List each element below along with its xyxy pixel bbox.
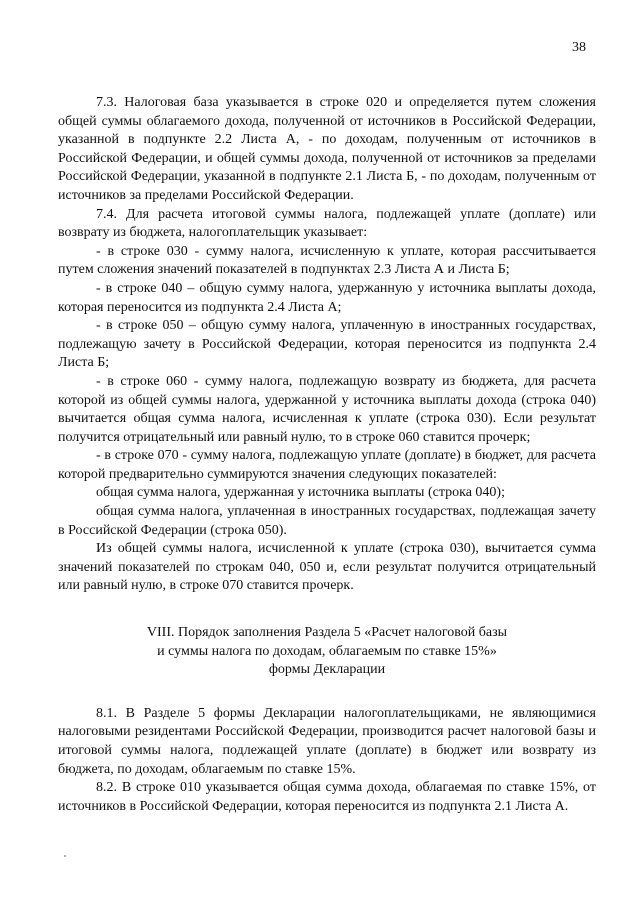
list-item-line-060: - в строке 060 - сумму налога, подлежащую возврату из бюджета, для расчета которой из общей суммы налога, удержанной у источника выплаты дохода (строка 040) вычитается общая сумма налога, исчисленная к уплате (строка 030). Если результат получится отрицательный или равный нулю, то в строке 060 ставится прочерк; [58, 373, 596, 445]
section-heading-line-3: формы Декларации [268, 662, 386, 678]
paragraph-7-4: 7.4. Для расчета итоговой суммы налога, подлежащей уплате (доплате) или возврату из бюджета, налогоплательщик указывает: [58, 206, 596, 241]
section-heading [58, 624, 596, 680]
paragraph-foreign-tax: общая сумма налога, уплаченная в иностранных государствах, подлежащая зачету в Российской Федерации (строка 050). [58, 504, 596, 538]
page-number: 38 [572, 40, 586, 55]
paragraph-subtraction-rule: Из общей суммы налога, исчисленной к уплате (строка 030), вычитается сумма значений показателей по строкам 040, 050 и, если результат получится отрицательный или равный нулю, в строке 070 ставится прочерк. [58, 541, 596, 594]
scan-speck [64, 855, 66, 857]
section-heading-line-1: VIII. Порядок заполнения Раздела 5 «Расчет налоговой базы [146, 625, 508, 641]
paragraph-withheld-tax: общая сумма налога, удержанная у источника выплаты (строка 040); [96, 485, 505, 501]
paragraph-8-1: 8.1. В Разделе 5 формы Декларации налогоплательщиками, не являющимися налоговыми резидентами Российской Федерации, производится расчет налоговой базы и итоговой суммы налога, подлежащей уплате (доплате) в бюджет или возврату из бюджета, по доходам, облагаемым по ставке 15%. [58, 705, 596, 777]
paragraph-8-2: 8.2. В строке 010 указывается общая сумма дохода, облагаемая по ставке 15%, от источников в Российской Федерации, которая переносится из подпункта 2.1 Листа А. [58, 780, 596, 814]
list-item-line-050: - в строке 050 – общую сумму налога, уплаченную в иностранных государствах, подлежащую зачету в Российской Федерации, которая переносится из подпункта 2.4 Листа Б; [58, 318, 596, 371]
list-item-line-030: - в строке 030 - сумму налога, исчисленную к уплате, которая рассчитывается путем сложения значений показателей в подпунктах 2.3 Листа А и Листа Б; [58, 243, 596, 278]
paragraph-7-3: 7.3. Налоговая база указывается в строке 020 и определяется путем сложения общей суммы облагаемого дохода, полученной от источников в Российской Федерации, указанной в подпункте 2.2 Листа А, - по доходам, полученным от источников в Российской Федерации, и общей суммы дохода, полученной от источников за пределами Российской Федерации, указанной в подпункте 2.1 Листа Б, - по доходам, полученным от источников за пределами Российской Федерации. [58, 95, 596, 203]
list-item-line-070: - в строке 070 - сумму налога, подлежащую уплате (доплате) в бюджет, для расчета которой предварительно суммируются значения следующих показателей: [58, 448, 596, 482]
list-item-line-040: - в строке 040 – общую сумму налога, удержанную у источника выплаты дохода, которая переносится из подпункта 2.4 Листа А; [58, 280, 596, 315]
section-heading-line-2: и суммы налога по доходам, облагаемым по ставке 15%» [157, 643, 497, 659]
document-body [58, 94, 596, 816]
